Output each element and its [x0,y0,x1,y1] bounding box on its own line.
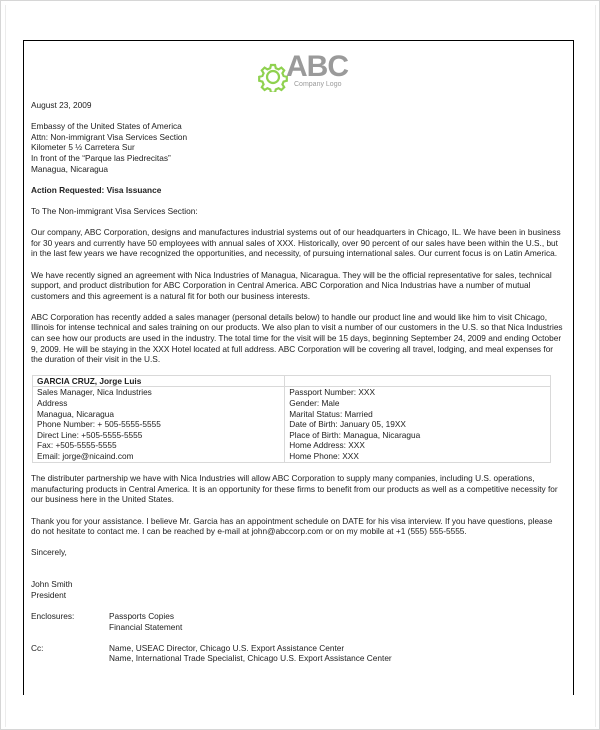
logo-title: ABC [286,50,348,83]
address-line: Embassy of the United States of America [31,121,182,132]
paragraph-company: Our company, ABC Corporation, designs and manufactures industrial systems out of our headquarters in Chicago, IL. We have been in business for 30 years and currently have 50 employees with annual sales of XXX. Historically, over 90 percent of our sales have been within the U.S., but in the last few years we have recognized the opportunities, and necessity, of pursuing international sales. Our current focus is on Latin America. [31,227,561,259]
detail-line: Address [37,398,68,409]
detail-line: Direct Line: +505-5555-5555 [37,429,143,440]
logo-subtitle: Company Logo [294,81,342,88]
address-line: Managua, Nicaragua [31,163,109,174]
address-line: In front of the “Parque las Piedrecitas” [31,152,171,163]
letter-date: August 23, 2009 [31,100,92,110]
table-header-empty [285,375,551,387]
signer-title: President [31,589,67,600]
gear-icon [258,62,288,92]
detail-line: Passport Number: XXX [289,387,376,398]
cc-block [31,643,563,664]
address-line: Attn: Non-immigrant Visa Services Section [31,131,188,142]
detail-line: Managua, Nicaragua [37,408,115,419]
table-header-row [33,375,551,387]
left-details [33,387,285,462]
table-row [33,387,551,462]
detail-line: Home Address: XXX [289,440,365,451]
cc-item: Name, International Trade Specialist, Chicago U.S. Export Assistance Center [109,653,392,664]
detail-line: Sales Manager, Nica Industries [37,387,152,398]
detail-line: Email: jorge@nicaind.com [37,451,134,461]
applicant-name: GARCIA CRUZ, Jorge Luis [33,375,285,387]
company-logo [258,52,358,96]
right-details [285,387,551,462]
paragraph-partnership: The distributer partnership we have with Nica Industries will allow ABC Corporation to supply many companies, including U.S. operations, manufacturing products in Central America. It is an opportunity for these firms to benefit from our products as well as a competitive necessity for our business here in the United States. [31,473,558,505]
detail-line: Marital Status: Married [289,408,373,419]
detail-line: Fax: +505-5555-5555 [37,440,117,451]
action-requested: Action Requested: Visa Issuance [31,184,162,195]
paragraph-visit: ABC Corporation has recently added a sales manager (personal details below) to handle our product line and would like him to visit Chicago, Illinois for intense technical and sales training on our products. We also plan to visit a number of our customers in the U.S. so that Nica Industries can see how our products are used in the industry. The total time for the visit will be 15 days, beginning September 24, 2009 and ending October 9, 2009. He will be staying in the XXX Hotel located at full address. ABC Corporation will be covering all travel, lodging, and meal expenses for the duration of their visit in the U.S. [31,311,563,365]
letter-body [31,100,563,664]
detail-line: Place of Birth: Managua, Nicaragua [289,429,421,440]
detail-line: Home Phone: XXX [289,451,359,461]
enclosures-label: Enclosures: [31,610,75,621]
applicant-details-table [32,375,551,463]
cc-label: Cc: [31,642,44,653]
sign-off: Sincerely, [31,547,67,558]
address-line: Kilometer 5 ½ Carretera Sur [31,142,135,153]
enclosures-block [31,611,563,632]
paragraph-thanks: Thank you for your assistance. I believe Mr. Garcia has an appointment schedule on DATE for his visa interview. If you have questions, please do not hesitate to contact me. I can be reached by e-mail at john@abccorp.com or on my mobile at +1 (555) 555-5555. [31,515,553,537]
signer-name: John Smith [31,579,73,590]
detail-line: Gender: Male [289,398,340,409]
detail-line: Date of Birth: January 05, 19XX [289,419,406,430]
salutation: To The Non-immigrant Visa Services Section: [31,205,198,216]
enclosure-item: Financial Statement [109,621,183,632]
recipient-address [31,121,563,174]
cc-item: Name, USEAC Director, Chicago U.S. Export Assistance Center [109,642,345,653]
enclosure-item: Passports Copies [109,610,175,621]
paragraph-agreement: We have recently signed an agreement with Nica Industries of Managua, Nicaragua. They will be the official representative for sales, technical support, and product distribution for ABC Corporation in Central America. ABC Corporation and Nica Industrias have a number of mutual customers and this agreement is a natural fit for both our business interests. [31,269,552,301]
detail-line: Phone Number: + 505-5555-5555 [37,419,161,430]
